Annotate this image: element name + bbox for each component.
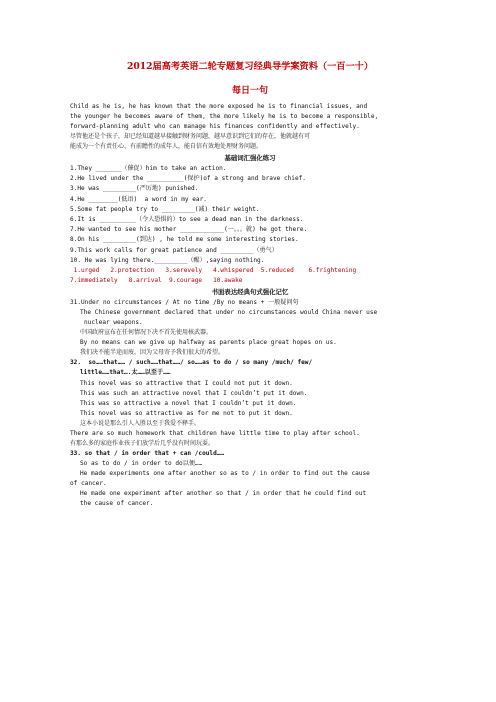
example-line: By no means can we give up halfway as parents place great hopes on us. xyxy=(80,339,337,347)
vocab-item: 10. He was lying there._________（醒）,saying nothing. xyxy=(70,256,265,264)
answer-key xyxy=(70,266,430,286)
answer-line: 1.urged 2.protection 3.serevely 4.whispered 5.reduced 6.frightening xyxy=(70,267,357,275)
example-line: This was such an attractive novel that I couldn’t put it down. xyxy=(80,389,308,397)
daily-sentence-block xyxy=(70,102,430,152)
answer-line: 7.immediately 8.arrival 9.courage 10.awake xyxy=(70,277,243,285)
sentence-pattern-31 xyxy=(70,298,430,358)
example-line: This novel was so attractive that I could not put it down. xyxy=(80,379,293,387)
daily-en-line: forward-planning adult who can manage his finances confidently and effectively. xyxy=(70,123,360,130)
vocab-item: 8.On his _________(到达) , he told me some interesting stories. xyxy=(70,236,299,244)
example-line: of cancer. xyxy=(70,479,107,487)
sentence-pattern-32 xyxy=(70,358,430,448)
example-line: He made experiments one after another so as to / in order to find out the cause xyxy=(80,469,370,477)
vocab-item: 6.It is __________（令人恐惧的）to see a dead man in the darkness. xyxy=(70,216,304,224)
vocab-item: 3.He was _________(严厉地) punished. xyxy=(70,185,199,193)
sentence-pattern-33 xyxy=(70,449,430,509)
vocab-item: 2.He lived under the __________(保护)of a strong and brave chief. xyxy=(70,175,306,183)
example-translation: 我们决不能半途而废，因为父母寄予我们很大的希望。 xyxy=(80,349,225,357)
vocab-item: 9.This work calls for great patience and _________（勇气） xyxy=(70,246,278,254)
pattern-title: 33. so that / in order that + can /could…… xyxy=(70,449,225,457)
pattern-title: 31.Under no circumstances / At no time /By no means + 一般疑问句 xyxy=(70,299,299,307)
written-expression-heading: 书面表达经典句式强化记忆 xyxy=(211,288,289,297)
vocab-item: 7.He wanted to see his mother ____________(一。。。就) he got there. xyxy=(70,226,308,234)
vocab-list xyxy=(70,164,430,266)
example-line: nuclear weapons. xyxy=(84,319,143,327)
example-translation: 这本小说是那么引人入胜以至于我爱不释手。 xyxy=(80,419,201,427)
daily-sentence-heading: 每日一句 xyxy=(231,86,268,96)
pattern-title: little……that….太……以至于…… xyxy=(80,369,171,377)
example-line: The Chinese government declared that under no circumstances would China never use xyxy=(80,309,378,317)
vocab-item: 5.Some fat people try to _________(减) their weight. xyxy=(70,205,260,213)
daily-en-line: the younger he becomes aware of them, the more likely he is to become a responsible, xyxy=(70,113,379,120)
example-line: There are so much homework that children have little time to play after school. xyxy=(70,429,360,437)
vocab-item: 1.They _______（催促）him to take an action. xyxy=(70,165,227,172)
document-content xyxy=(70,60,430,509)
example-translation: 中国政府宣布在任何情况下决不首先使用核武器。 xyxy=(80,329,213,337)
example-line: This was so attractive a novel that I couldn’t put it down. xyxy=(80,399,297,407)
example-line: the cause of cancer. xyxy=(80,499,154,507)
document-title: 2012届高考英语二轮专题复习经典导学案资料（一百一十） xyxy=(126,61,374,72)
example-line: So as to do / in order to do以便…… xyxy=(80,459,203,467)
pattern-title: 32. so……that…… / such……that……/ so……as to do / so many /much/ few/ xyxy=(70,359,313,367)
daily-cn-line: 尽管他还是个孩子，却已经知道越早接触到财务问题，越早意识到它们的存在，他就越有可 xyxy=(70,133,311,140)
vocab-item: 4.He ________(低语) a word in my ear. xyxy=(70,195,207,203)
example-line: He made one experiment after another so that / in order that he could find out xyxy=(80,489,367,497)
example-line: This novel was so attractive as for me not to put it down. xyxy=(80,409,293,417)
daily-en-line: Child as he is, he has known that the more exposed he is to financial issues, and xyxy=(70,103,368,110)
example-translation: 有那么多的家庭作业孩子们放学后几乎没有时间玩耍。 xyxy=(70,439,215,447)
daily-cn-line: 能成为一个有责任心、有前瞻性的成年人，能自信有效地处理财务问题。 xyxy=(70,143,263,150)
vocab-heading: 基础词汇强化练习 xyxy=(224,154,276,162)
